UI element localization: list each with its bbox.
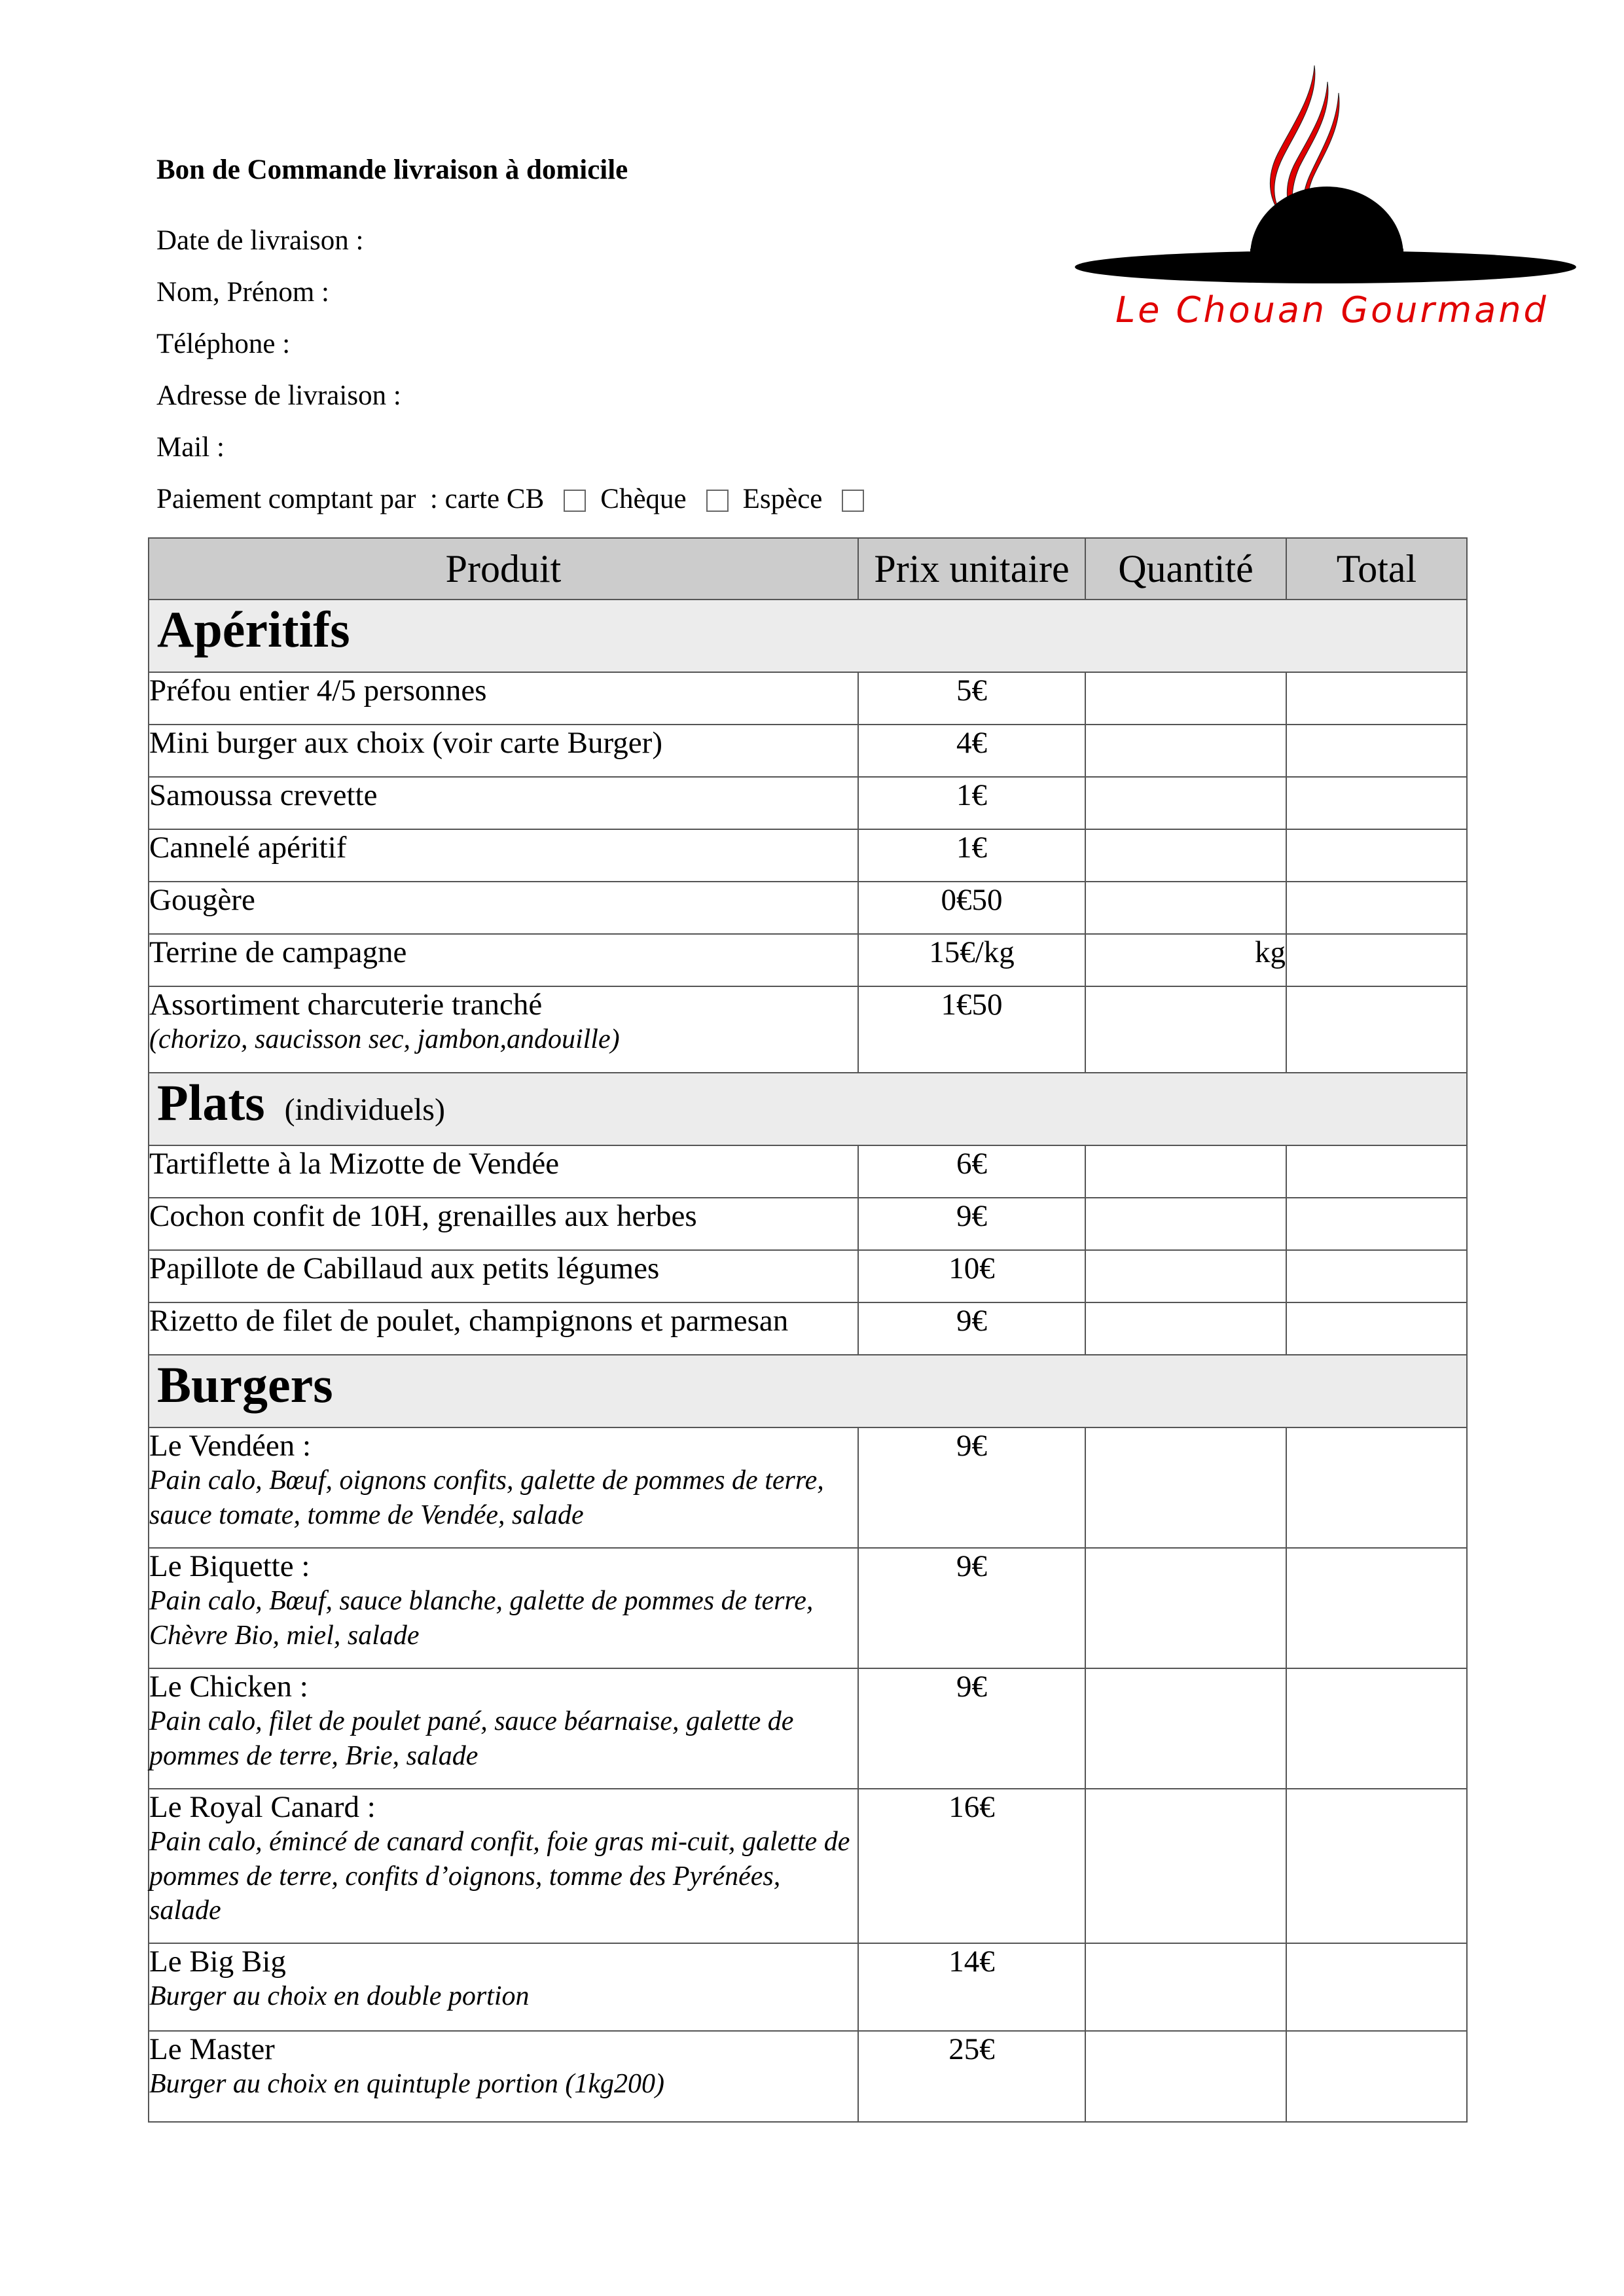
total-cell[interactable]	[1286, 1302, 1467, 1355]
total-cell[interactable]	[1286, 1198, 1467, 1250]
product-name: Mini burger aux choix (voir carte Burger)	[149, 726, 662, 760]
total-cell[interactable]	[1286, 934, 1467, 986]
column-header-prix: Prix unitaire	[858, 538, 1085, 600]
quantity-cell[interactable]	[1085, 1668, 1286, 1789]
payment-option-cheque: Chèque	[600, 484, 687, 514]
payment-label: Paiement comptant par : carte CB	[156, 484, 545, 514]
unit-price: 4€	[858, 725, 1085, 777]
table-row	[149, 1789, 1467, 1943]
product-cell	[149, 1250, 858, 1302]
product-name: Le Biquette :	[149, 1549, 310, 1583]
total-cell[interactable]	[1286, 725, 1467, 777]
table-row	[149, 829, 1467, 882]
page-title: Bon de Commande livraison à domicile	[156, 154, 628, 185]
total-cell[interactable]	[1286, 1145, 1467, 1198]
quantity-cell[interactable]	[1085, 777, 1286, 829]
unit-price: 1€	[858, 777, 1085, 829]
product-name: Cochon confit de 10H, grenailles aux herbes	[149, 1199, 697, 1233]
field-mail-label: Mail :	[156, 432, 225, 463]
table-row	[149, 672, 1467, 725]
product-cell	[149, 1668, 858, 1789]
product-cell	[149, 777, 858, 829]
product-cell	[149, 934, 858, 986]
field-date-label: Date de livraison :	[156, 225, 364, 256]
table-row	[149, 986, 1467, 1073]
product-cell	[149, 1198, 858, 1250]
column-header-produit: Produit	[149, 538, 858, 600]
product-name: Papillote de Cabillaud aux petits légumes	[149, 1251, 660, 1285]
product-name: Le Vendéen :	[149, 1429, 312, 1463]
section-row	[149, 1355, 1467, 1427]
quantity-cell[interactable]	[1085, 1145, 1286, 1198]
product-name: Terrine de campagne	[149, 935, 407, 969]
total-cell[interactable]	[1286, 1943, 1467, 2031]
product-name: Tartiflette à la Mizotte de Vendée	[149, 1147, 560, 1181]
total-cell[interactable]	[1286, 1427, 1467, 1548]
product-cell	[149, 1548, 858, 1668]
unit-price: 0€50	[858, 882, 1085, 934]
section-row	[149, 600, 1467, 672]
product-name: Le Chicken :	[149, 1670, 308, 1704]
quantity-cell[interactable]	[1085, 725, 1286, 777]
product-name: Cannelé apéritif	[149, 831, 347, 865]
payment-option-espece: Espèce	[742, 484, 823, 514]
product-description: Burger au choix en double portion	[149, 1981, 530, 2012]
unit-price: 9€	[858, 1427, 1085, 1548]
product-name: Le Royal Canard :	[149, 1790, 376, 1824]
quantity-cell[interactable]	[1085, 2031, 1286, 2122]
quantity-cell[interactable]	[1085, 1427, 1286, 1548]
section-title: Apéritifs	[157, 601, 350, 658]
checkbox-cheque[interactable]	[706, 490, 729, 512]
unit-price: 9€	[858, 1668, 1085, 1789]
table-row	[149, 1302, 1467, 1355]
total-cell[interactable]	[1286, 1548, 1467, 1668]
quantity-cell[interactable]: kg	[1085, 934, 1286, 986]
unit-price: 5€	[858, 672, 1085, 725]
product-description: Pain calo, filet de poulet pané, sauce béarnaise, galette de pommes de terre, Brie, salade	[149, 1706, 794, 1771]
unit-price: 9€	[858, 1548, 1085, 1668]
total-cell[interactable]	[1286, 672, 1467, 725]
product-cell	[149, 829, 858, 882]
product-cell	[149, 1145, 858, 1198]
product-name: Assortiment charcuterie tranché	[149, 988, 543, 1022]
product-cell	[149, 1943, 858, 2031]
column-header-quantite: Quantité	[1085, 538, 1286, 600]
product-name: Gougère	[149, 883, 255, 917]
quantity-cell[interactable]	[1085, 1302, 1286, 1355]
unit-price: 1€	[858, 829, 1085, 882]
section-title: Burgers	[157, 1356, 333, 1413]
total-cell[interactable]	[1286, 2031, 1467, 2122]
checkbox-espece[interactable]	[842, 490, 864, 512]
product-cell	[149, 1789, 858, 1943]
product-name: Le Master	[149, 2032, 275, 2066]
total-cell[interactable]	[1286, 986, 1467, 1073]
section-title: Plats	[157, 1074, 265, 1131]
table-row	[149, 725, 1467, 777]
payment-row	[156, 483, 878, 515]
product-description: Pain calo, Bœuf, sauce blanche, galette de pommes de terre, Chèvre Bio, miel, salade	[149, 1586, 814, 1651]
section-cell	[149, 1355, 1467, 1427]
unit-price: 10€	[858, 1250, 1085, 1302]
product-description: (chorizo, saucisson sec, jambon,andouille)	[149, 1024, 620, 1055]
table-header-row	[149, 538, 1467, 600]
section-cell	[149, 600, 1467, 672]
unit-price: 16€	[858, 1789, 1085, 1943]
product-cell	[149, 986, 858, 1073]
logo-text: Le Chouan Gourmand	[1115, 289, 1549, 331]
product-cell	[149, 1427, 858, 1548]
field-name-label: Nom, Prénom :	[156, 277, 329, 308]
section-row	[149, 1073, 1467, 1145]
product-cell	[149, 2031, 858, 2122]
product-cell	[149, 672, 858, 725]
unit-price: 9€	[858, 1198, 1085, 1250]
table-row	[149, 1250, 1467, 1302]
table-row	[149, 2031, 1467, 2122]
product-cell	[149, 725, 858, 777]
section-cell	[149, 1073, 1467, 1145]
table-row	[149, 1668, 1467, 1789]
product-name: Rizetto de filet de poulet, champignons et parmesan	[149, 1304, 789, 1338]
unit-price: 14€	[858, 1943, 1085, 2031]
quantity-cell[interactable]	[1085, 1548, 1286, 1668]
section-subtitle: (individuels)	[284, 1092, 445, 1127]
quantity-cell[interactable]	[1085, 1789, 1286, 1943]
unit-price: 6€	[858, 1145, 1085, 1198]
table-row	[149, 934, 1467, 986]
quantity-cell[interactable]	[1085, 1198, 1286, 1250]
table-row	[149, 1145, 1467, 1198]
table-row	[149, 1198, 1467, 1250]
column-header-total: Total	[1286, 538, 1467, 600]
unit-price: 1€50	[858, 986, 1085, 1073]
product-description: Pain calo, émincé de canard confit, foie gras mi-cuit, galette de pommes de terre, confits d’oignons, tomme des Pyrénées, salade	[149, 1827, 850, 1926]
product-description: Pain calo, Bœuf, oignons confits, galette de pommes de terre, sauce tomate, tomme de Vendée, salade	[149, 1465, 824, 1530]
product-name: Samoussa crevette	[149, 778, 378, 812]
product-name: Préfou entier 4/5 personnes	[149, 673, 487, 708]
total-cell[interactable]	[1286, 882, 1467, 934]
product-cell	[149, 1302, 858, 1355]
table-row	[149, 777, 1467, 829]
table-row	[149, 1943, 1467, 2031]
cloche-icon	[1075, 187, 1576, 283]
checkbox-carte-cb[interactable]	[564, 490, 586, 512]
unit-price: 25€	[858, 2031, 1085, 2122]
unit-price: 9€	[858, 1302, 1085, 1355]
field-address-label: Adresse de livraison :	[156, 380, 401, 411]
total-cell[interactable]	[1286, 829, 1467, 882]
product-name: Le Big Big	[149, 1945, 286, 1979]
quantity-cell[interactable]	[1085, 882, 1286, 934]
total-cell[interactable]	[1286, 777, 1467, 829]
field-phone-label: Téléphone :	[156, 329, 291, 359]
quantity-cell[interactable]	[1085, 829, 1286, 882]
quantity-cell[interactable]	[1085, 1250, 1286, 1302]
order-table	[148, 537, 1468, 2123]
product-cell	[149, 882, 858, 934]
quantity-cell[interactable]	[1085, 672, 1286, 725]
total-cell[interactable]	[1286, 1668, 1467, 1789]
total-cell[interactable]	[1286, 1250, 1467, 1302]
product-description: Burger au choix en quintuple portion (1kg200)	[149, 2069, 664, 2100]
table-row	[149, 1427, 1467, 1548]
table-row	[149, 882, 1467, 934]
logo	[1074, 59, 1610, 347]
unit-price: 15€/kg	[858, 934, 1085, 986]
total-cell[interactable]	[1286, 1789, 1467, 1943]
quantity-cell[interactable]	[1085, 986, 1286, 1073]
quantity-cell[interactable]	[1085, 1943, 1286, 2031]
table-row	[149, 1548, 1467, 1668]
